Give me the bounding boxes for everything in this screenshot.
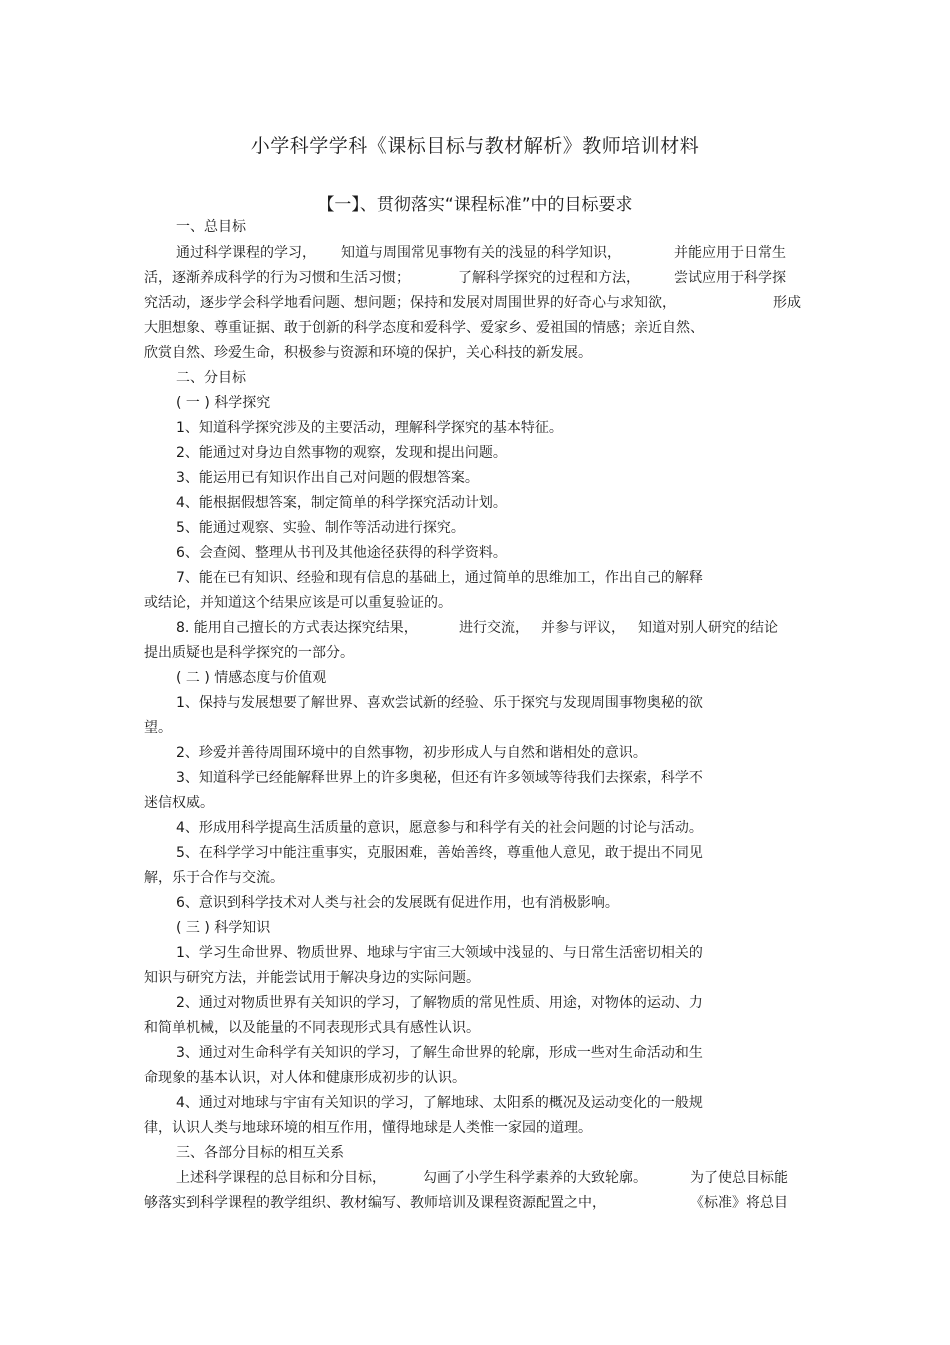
list-item: 1、学习生命世界、物质世界、地球与宇宙三大领域中浅显的、与日常生活密切相关的 [176,945,703,961]
list-item: 7、能在已有知识、经验和现有信息的基础上，通过简单的思维加工，作出自己的解释 [176,570,703,586]
list-item: 2、珍爱并善待周围环境中的自然事物，初步形成人与自然和谐相处的意识。 [176,745,647,761]
paragraph-segment: 形成 [773,295,801,311]
paragraph-segment: 知道对别人研究的结论 [638,620,778,636]
list-item-continuation: 或结论，并知道这个结果应该是可以重复验证的。 [144,595,452,611]
section-heading: 【一】、贯彻落实“课程标准”中的目标要求 [317,195,633,215]
list-item: 2、通过对物质世界有关知识的学习，了解物质的常见性质、用途，对物体的运动、力 [176,995,703,1011]
paragraph-line: 大胆想象、尊重证据、敢于创新的科学态度和爱科学、爱家乡、爱祖国的情感；亲近自然、 [144,320,704,336]
list-item: 5、能通过观察、实验、制作等活动进行探究。 [176,520,465,536]
list-item: 4、通过对地球与宇宙有关知识的学习，了解地球、太阳系的概况及运动变化的一般规 [176,1095,703,1111]
paragraph-segment: 了解科学探究的过程和方法， [458,270,640,286]
list-item: 1、保持与发展想要了解世界、喜欢尝试新的经验、乐于探究与发现周围事物奥秘的欲 [176,695,703,711]
paragraph-segment: 尝试应用于科学探 [674,270,786,286]
paragraph-segment: 够落实到科学课程的教学组织、教材编写、教师培训及课程资源配置之中， [144,1195,606,1211]
paragraph-segment: 并参与评议， [541,620,625,636]
paragraph-segment: 知道与周围常见事物有关的浅显的科学知识， [341,245,621,261]
attitude-heading: ( 二 ) 情感态度与价值观 [176,670,327,686]
relation-heading: 三、各部分目标的相互关系 [176,1145,344,1161]
inquiry-heading: ( 一 ) 科学探究 [176,395,271,411]
paragraph-segment: 《标准》将总目 [690,1195,788,1211]
list-item: 4、形成用科学提高生活质量的意识，愿意参与和科学有关的社会问题的讨论与活动。 [176,820,703,836]
document-title: 小学科学学科《课标目标与教材解析》教师培训材料 [250,135,700,157]
list-item-continuation: 望。 [144,720,172,736]
paragraph-segment: 通过科学课程的学习， [176,245,316,261]
list-item: 5、在科学学习中能注重事实，克服困难，善始善终，尊重他人意见，敢于提出不同见 [176,845,703,861]
list-item-continuation: 知识与研究方法，并能尝试用于解决身边的实际问题。 [144,970,480,986]
list-item-continuation: 命现象的基本认识，对人体和健康形成初步的认识。 [144,1070,466,1086]
sub-goal-heading: 二、分目标 [176,370,246,386]
list-item: 6、意识到科学技术对人类与社会的发展既有促进作用，也有消极影响。 [176,895,619,911]
list-item: 6、会查阅、整理从书刊及其他途径获得的科学资料。 [176,545,507,561]
list-item: 2、能通过对身边自然事物的观察，发现和提出问题。 [176,445,507,461]
list-item: 3、能运用已有知识作出自己对问题的假想答案。 [176,470,479,486]
paragraph-segment: 进行交流， [459,620,529,636]
list-item-continuation: 和简单机械，以及能量的不同表现形式具有感性认识。 [144,1020,480,1036]
list-item: 1、知道科学探究涉及的主要活动，理解科学探究的基本特征。 [176,420,563,436]
paragraph-segment: 上述科学课程的总目标和分目标， [176,1170,386,1186]
paragraph-line: 欣赏自然、珍爱生命，积极参与资源和环境的保护，关心科技的新发展。 [144,345,592,361]
paragraph-segment: 勾画了小学生科学素养的大致轮廓。 [423,1170,647,1186]
paragraph-segment: 并能应用于日常生 [674,245,786,261]
paragraph-segment: 8. 能用自己擅长的方式表达探究结果， [176,620,418,636]
list-item-continuation: 迷信权威。 [144,795,214,811]
paragraph-segment: 究活动，逐步学会科学地看问题、想问题；保持和发展对周围世界的好奇心与求知欲， [144,295,676,311]
list-item-continuation: 律，认识人类与地球环境的相互作用，懂得地球是人类惟一家园的道理。 [144,1120,592,1136]
list-item: 4、能根据假想答案，制定简单的科学探究活动计划。 [176,495,507,511]
paragraph-segment: 活，逐渐养成科学的行为习惯和生活习惯； [144,270,410,286]
paragraph-segment: 为了使总目标能 [690,1170,788,1186]
list-item: 3、知道科学已经能解释世界上的许多奥秘，但还有许多领域等待我们去探索，科学不 [176,770,703,786]
list-item-continuation: 提出质疑也是科学探究的一部分。 [144,645,354,661]
list-item-continuation: 解，乐于合作与交流。 [144,870,284,886]
overall-goal-heading: 一、总目标 [176,219,246,235]
knowledge-heading: ( 三 ) 科学知识 [176,920,271,936]
list-item: 3、通过对生命科学有关知识的学习，了解生命世界的轮廓，形成一些对生命活动和生 [176,1045,703,1061]
